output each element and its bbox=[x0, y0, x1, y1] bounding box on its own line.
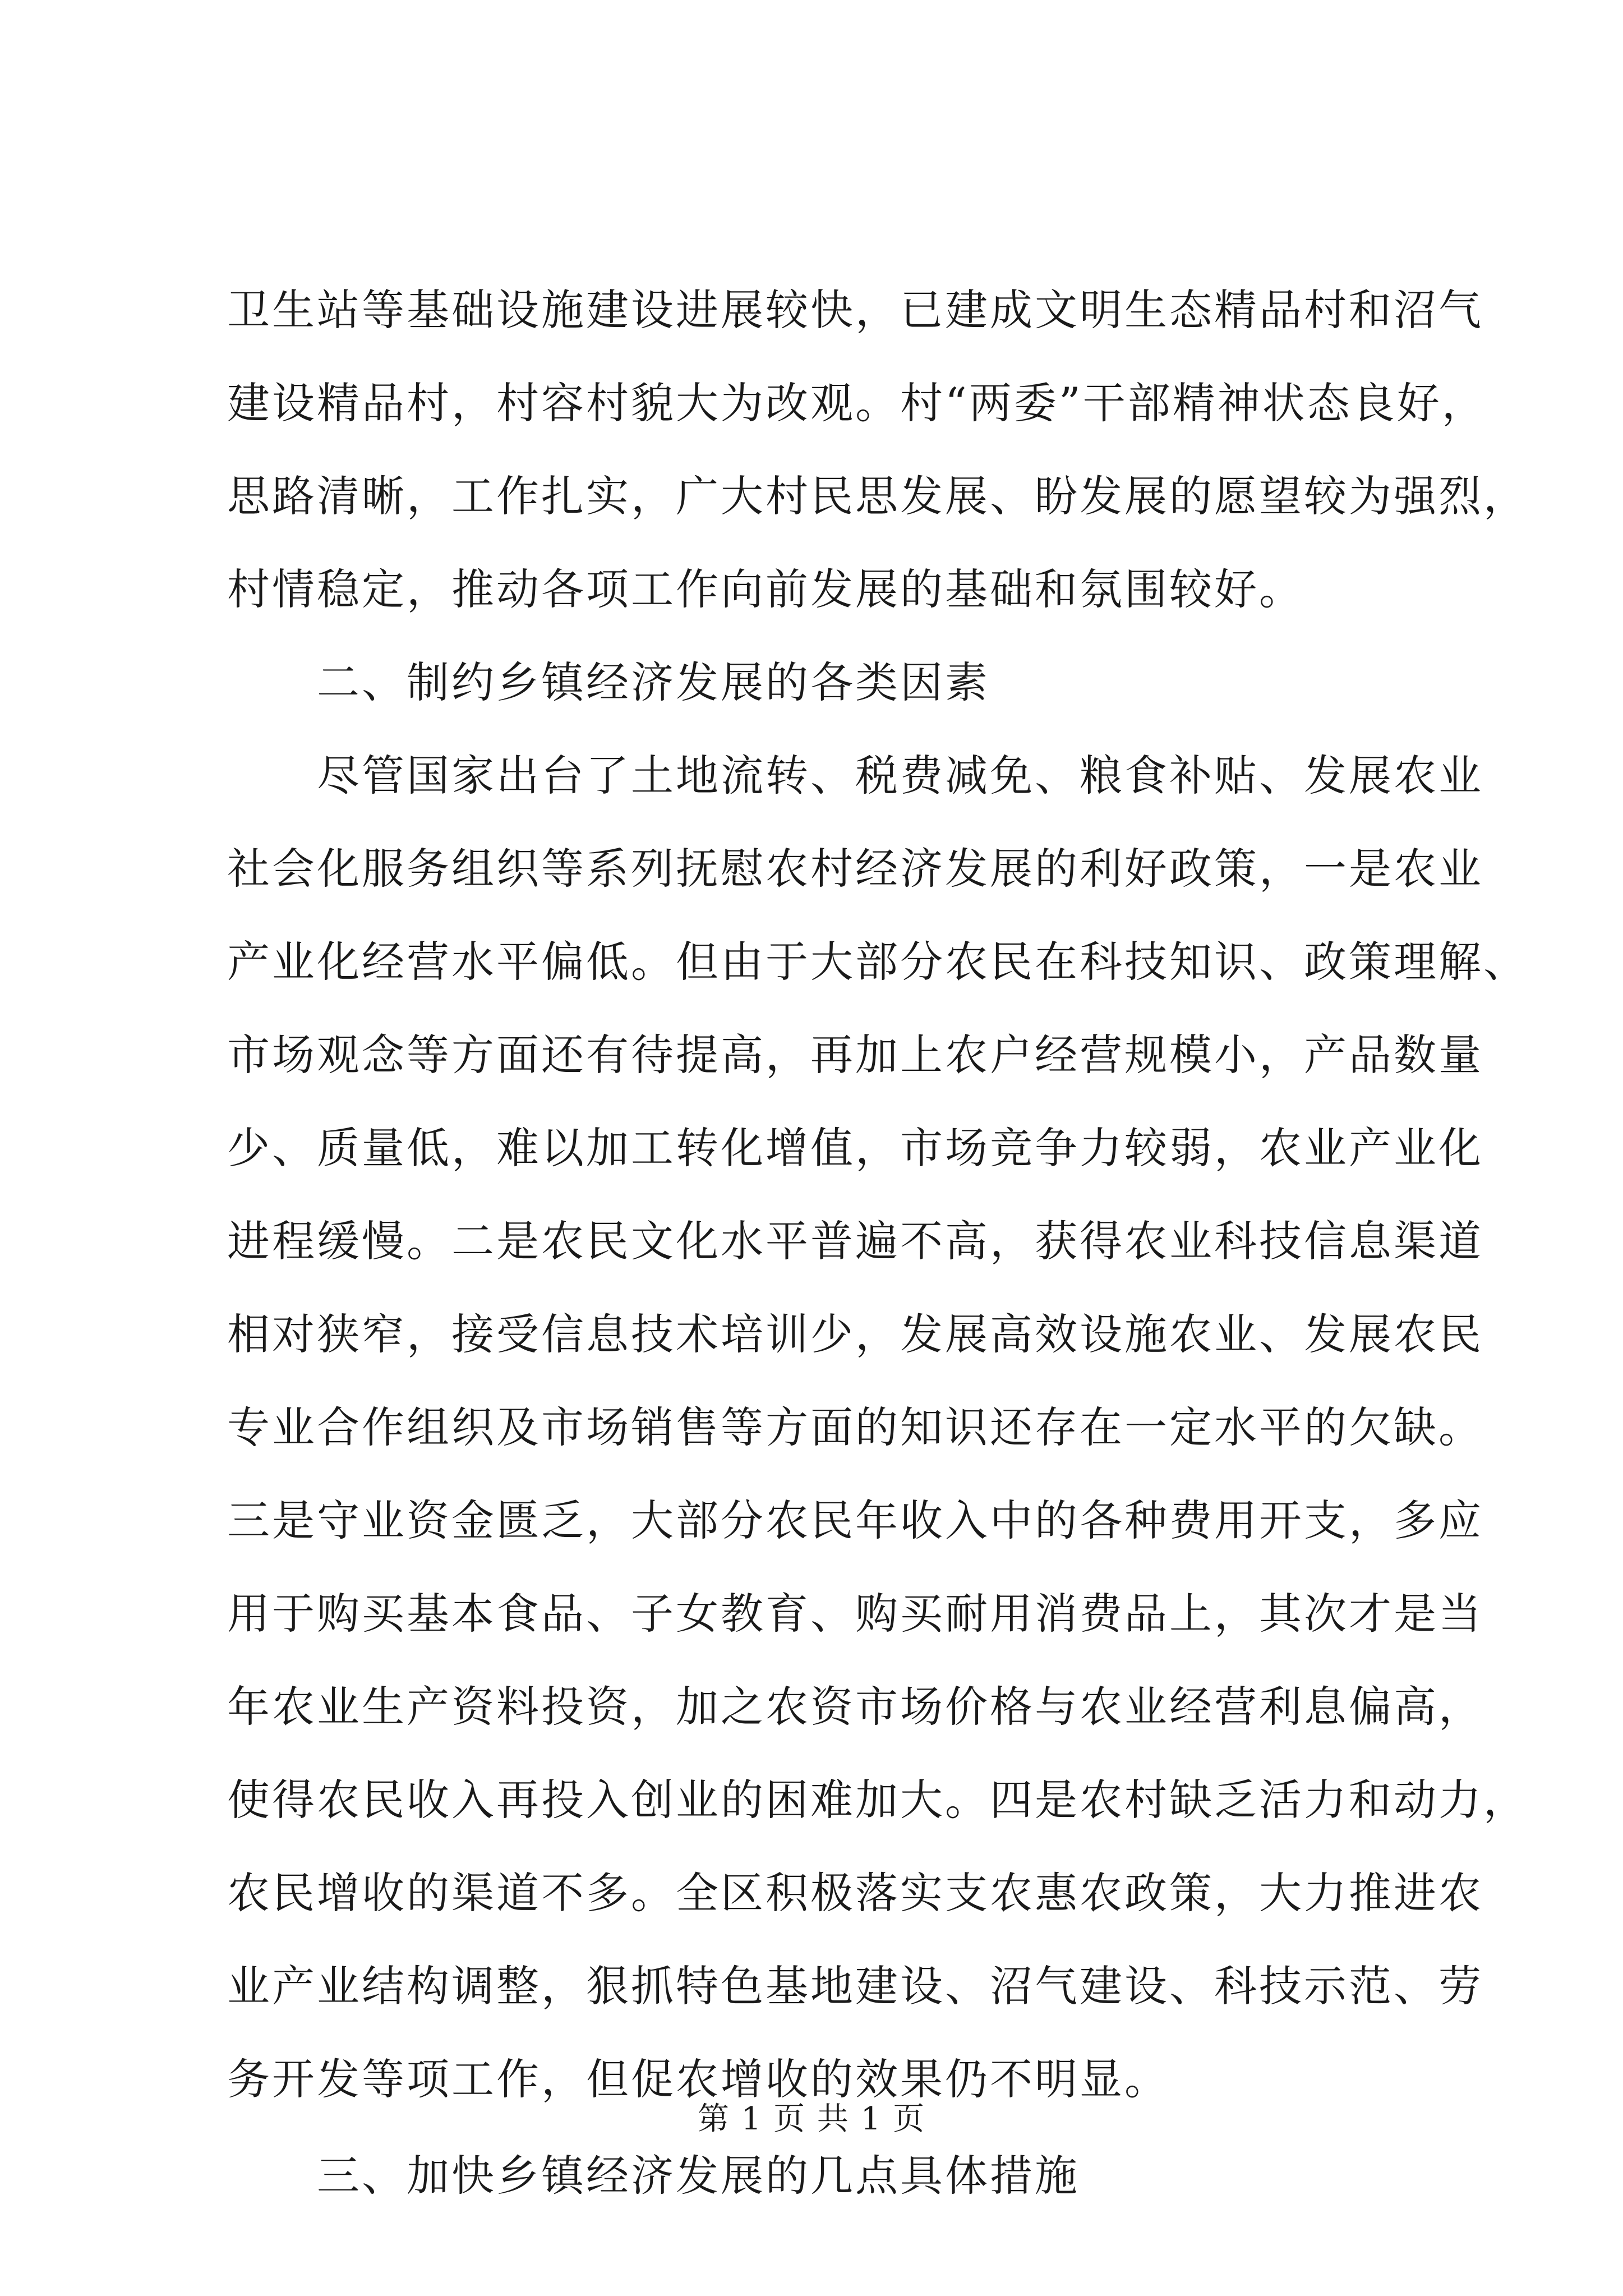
text-line: 少、质量低，难以加工转化增值，市场竞争力较弱，农业产业化 bbox=[227, 1123, 1483, 1173]
text-line: 社会化服务组织等系列抚慰农村经济发展的利好政策，一是农业 bbox=[227, 844, 1483, 894]
text-line: 业产业结构调整，狠抓特色基地建设、沼气建设、科技示范、劳 bbox=[227, 1961, 1483, 2011]
text-line: 产业化经营水平偏低。但由于大部分农民在科技知识、政策理解、 bbox=[227, 937, 1528, 987]
text-line: 年农业生产资料投资，加之农资市场价格与农业经营利息偏高， bbox=[227, 1682, 1483, 1732]
text-line: 思路清晰，工作扎实，广大村民思发展、盼发展的愿望较为强烈， bbox=[227, 471, 1528, 521]
text-line: 使得农民收入再投入创业的困难加大。四是农村缺乏活力和动力， bbox=[227, 1775, 1528, 1825]
text-line: 务开发等项工作，但促农增收的效果仍不明显。 bbox=[227, 2054, 1169, 2104]
paragraph-continuation bbox=[227, 264, 1528, 636]
paragraph-constraints bbox=[227, 729, 1528, 2126]
text-line: 用于购买基本食品、子女教育、购买耐用消费品上，其次才是当 bbox=[227, 1589, 1483, 1639]
text-line: 建设精品村，村容村貌大为改观。村“两委”干部精神状态良好， bbox=[227, 378, 1487, 428]
text-line: 农民增收的渠道不多。全区积极落实支农惠农政策，大力推进农 bbox=[227, 1868, 1483, 1918]
text-line: 市场观念等方面还有待提高，再加上农户经营规模小，产品数量 bbox=[227, 1030, 1483, 1080]
text-line: 尽管国家出台了土地流转、税费减免、粮食补贴、发展农业 bbox=[317, 751, 1483, 800]
page-number-footer: 第 1 页 共 1 页 bbox=[697, 2101, 926, 2137]
section-heading-3: 三、加快乡镇经济发展的几点具体措施 bbox=[317, 2151, 1080, 2201]
text-line: 卫生站等基础设施建设进展较快，已建成文明生态精品村和沼气 bbox=[227, 285, 1483, 335]
section-heading-2: 二、制约乡镇经济发展的各类因素 bbox=[317, 657, 990, 707]
text-line: 三是守业资金匮乏，大部分农民年收入中的各种费用开支，多应 bbox=[227, 1496, 1483, 1545]
document-body bbox=[227, 264, 1528, 2223]
text-line: 村情稳定，推动各项工作向前发展的基础和氛围较好。 bbox=[227, 564, 1304, 614]
text-line: 专业合作组织及市场销售等方面的知识还存在一定水平的欠缺。 bbox=[227, 1402, 1483, 1452]
text-line: 进程缓慢。二是农民文化水平普遍不高，获得农业科技信息渠道 bbox=[227, 1216, 1483, 1266]
text-line: 相对狭窄，接受信息技术培训少，发展高效设施农业、发展农民 bbox=[227, 1309, 1483, 1359]
